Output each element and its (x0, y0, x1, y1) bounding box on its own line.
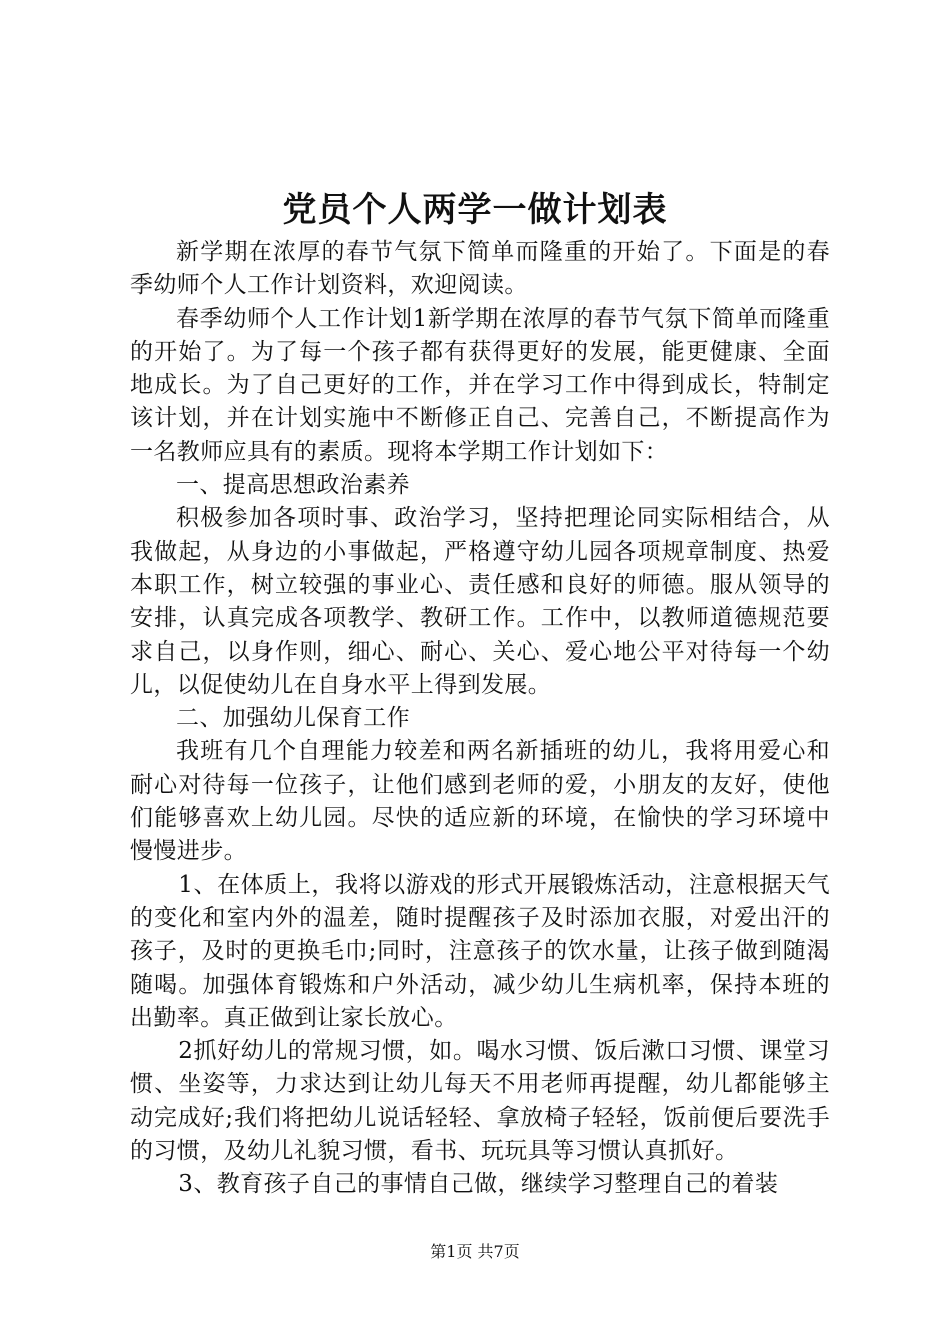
paragraph-item-1: 1、在体质上，我将以游戏的形式开展锻炼活动，注意根据天气的变化和室内外的温差，随时提醒孩子及时添加衣服，对爱出汗的孩子，及时的更换毛巾;同时，注意孩子的饮水量，让孩子做到随渴随喝。加强体育锻炼和户外活动，减少幼儿生病机率，保持本班的出勤率。真正做到让家长放心。 (130, 871, 830, 1031)
page-footer: 第1页 共7页 (430, 1242, 520, 1261)
section-heading-1: 一、提高思想政治素养 (176, 472, 410, 499)
paragraph-plan-overview: 春季幼师个人工作计划1新学期在浓厚的春节气氛下简单而隆重的开始了。为了每一个孩子都有获得更好的发展，能更健康、全面地成长。为了自己更好的工作，并在学习工作中得到成长，特制定该计划，并在计划实施中不断修正自己、完善自己，不断提高作为一名教师应具有的素质。现将本学期工作计划如下： (130, 305, 830, 465)
paragraph-item-2: 2抓好幼儿的常规习惯，如。喝水习惯、饭后漱口习惯、课堂习惯、坐姿等，力求达到让幼儿每天不用老师再提醒，幼儿都能够主动完成好;我们将把幼儿说话轻轻、拿放椅子轻轻，饭前便后要洗手的习惯，及幼儿礼貌习惯，看书、玩玩具等习惯认真抓好。 (130, 1038, 830, 1165)
paragraph-section-2: 我班有几个自理能力较差和两名新插班的幼儿，我将用爱心和耐心对待每一位孩子，让他们感到老师的爱，小朋友的友好，使他们能够喜欢上幼儿园。尽快的适应新的环境，在愉快的学习环境中慢慢进步。 (130, 738, 830, 865)
paragraph-item-3: 3、教育孩子自己的事情自己做，继续学习整理自己的着装 (178, 1171, 779, 1198)
section-heading-2: 二、加强幼儿保育工作 (176, 705, 410, 732)
document-title: 党员个人两学一做计划表 (282, 190, 668, 230)
document-body (130, 236, 830, 1202)
paragraph-intro: 新学期在浓厚的春节气氛下简单而隆重的开始了。下面是的春季幼师个人工作计划资料，欢迎阅读。 (130, 239, 830, 299)
paragraph-section-1: 积极参加各项时事、政治学习，坚持把理论同实际相结合，从我做起，从身边的小事做起，严格遵守幼儿园各项规章制度、热爱本职工作，树立较强的事业心、责任感和良好的师德。服从领导的安排，认真完成各项教学、教研工作。工作中，以教师道德规范要求自己，以身作则，细心、耐心、关心、爱心地公平对待每一个幼儿，以促使幼儿在自身水平上得到发展。 (130, 505, 830, 698)
